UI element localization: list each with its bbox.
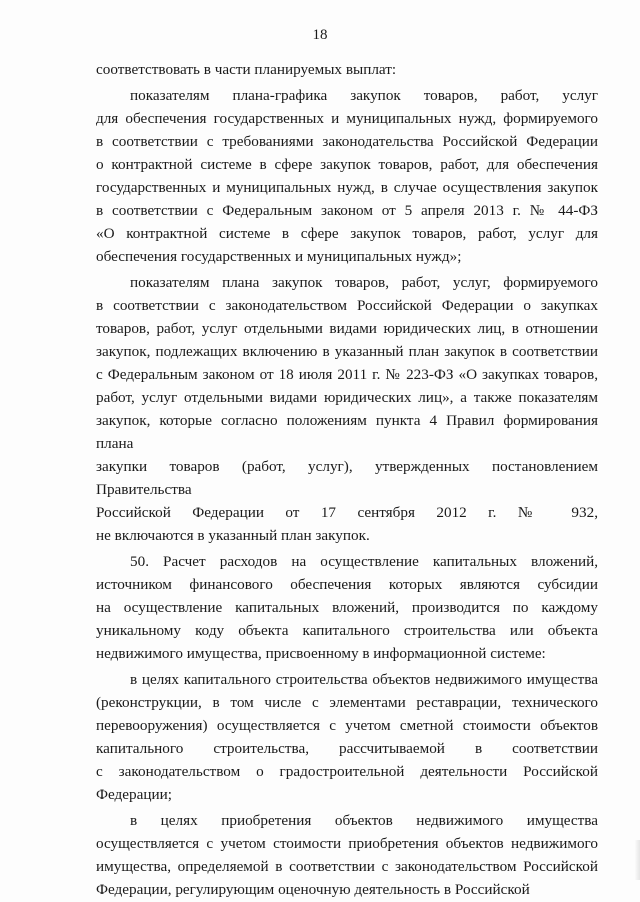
text-line: (реконструкции, в том числе с элементами реставрации, технического	[96, 694, 598, 711]
text-line: государственных и муниципальных нужд, в случае осуществления закупок	[96, 179, 598, 196]
text-line: в целях капитального строительства объектов недвижимого имущества	[130, 671, 598, 688]
text-line: осуществляется с учетом стоимости приобретения объектов недвижимого	[96, 835, 598, 852]
text-line: соответствовать в части планируемых выплат:	[96, 61, 397, 78]
document-body	[96, 58, 598, 901]
text-line: источником финансового обеспечения которых являются субсидии	[96, 576, 598, 593]
text-line: недвижимого имущества, присвоенному в информационной системе:	[96, 645, 546, 662]
scan-edge-shadow	[634, 840, 640, 880]
text-line: уникальному коду объекта капитального строительства или объекта	[96, 622, 598, 639]
text-line: показателям плана-графика закупок товаров, работ, услуг	[130, 87, 598, 104]
text-line: показателям плана закупок товаров, работ, услуг, формируемого	[130, 274, 598, 291]
text-line: в соответствии с требованиями законодательства Российской Федерации	[96, 133, 598, 150]
text-line: с законодательством о градостроительной деятельности Российской	[96, 763, 598, 780]
text-line: не включаются в указанный план закупок.	[96, 527, 370, 544]
text-line: о контрактной системе в сфере закупок товаров, работ, для обеспечения	[96, 156, 598, 173]
text-line: Федерации, регулирующим оценочную деятельность в Российской	[96, 881, 530, 898]
text-line: перевооружения) осуществляется с учетом сметной стоимости объектов	[96, 717, 598, 734]
text-line: Российской Федерации от 17 сентября 2012 г. № 932,	[96, 504, 598, 521]
text-line: с Федеральным законом от 18 июля 2011 г. № 223-ФЗ «О закупках товаров,	[96, 366, 598, 383]
text-line: в соответствии с законодательством Российской Федерации о закупках	[96, 297, 598, 314]
text-line: закупок, которые согласно положениям пункта 4 Правил формирования плана	[96, 412, 598, 452]
text-line: в соответствии с Федеральным законом от 5 апреля 2013 г. № 44-ФЗ	[96, 202, 598, 219]
text-line: для обеспечения государственных и муниципальных нужд, формируемого	[96, 110, 598, 127]
text-line: обеспечения государственных и муниципальных нужд»;	[96, 248, 462, 265]
text-line: на осуществление капитальных вложений, производится по каждому	[96, 599, 598, 616]
text-line: Федерации;	[96, 786, 172, 803]
text-line: имущества, определяемой в соответствии с законодательством Российской	[96, 858, 598, 875]
text-line: закупки товаров (работ, услуг), утвержденных постановлением Правительства	[96, 458, 598, 498]
page-number: 18	[312, 27, 328, 43]
text-line: в целях приобретения объектов недвижимого имущества	[130, 812, 598, 829]
text-line: закупок, подлежащих включению в указанный план закупок в соответствии	[96, 343, 598, 360]
text-line: товаров, работ, услуг отдельными видами юридических лиц, в отношении	[96, 320, 598, 337]
text-line: «О контрактной системе в сфере закупок товаров, работ, услуг для	[96, 225, 598, 242]
text-line: капитального строительства, рассчитываемой в соответствии	[96, 740, 598, 757]
text-line: работ, услуг отдельными видами юридических лиц», а также показателям	[96, 389, 598, 406]
text-line: 50. Расчет расходов на осуществление капитальных вложений,	[130, 553, 598, 570]
